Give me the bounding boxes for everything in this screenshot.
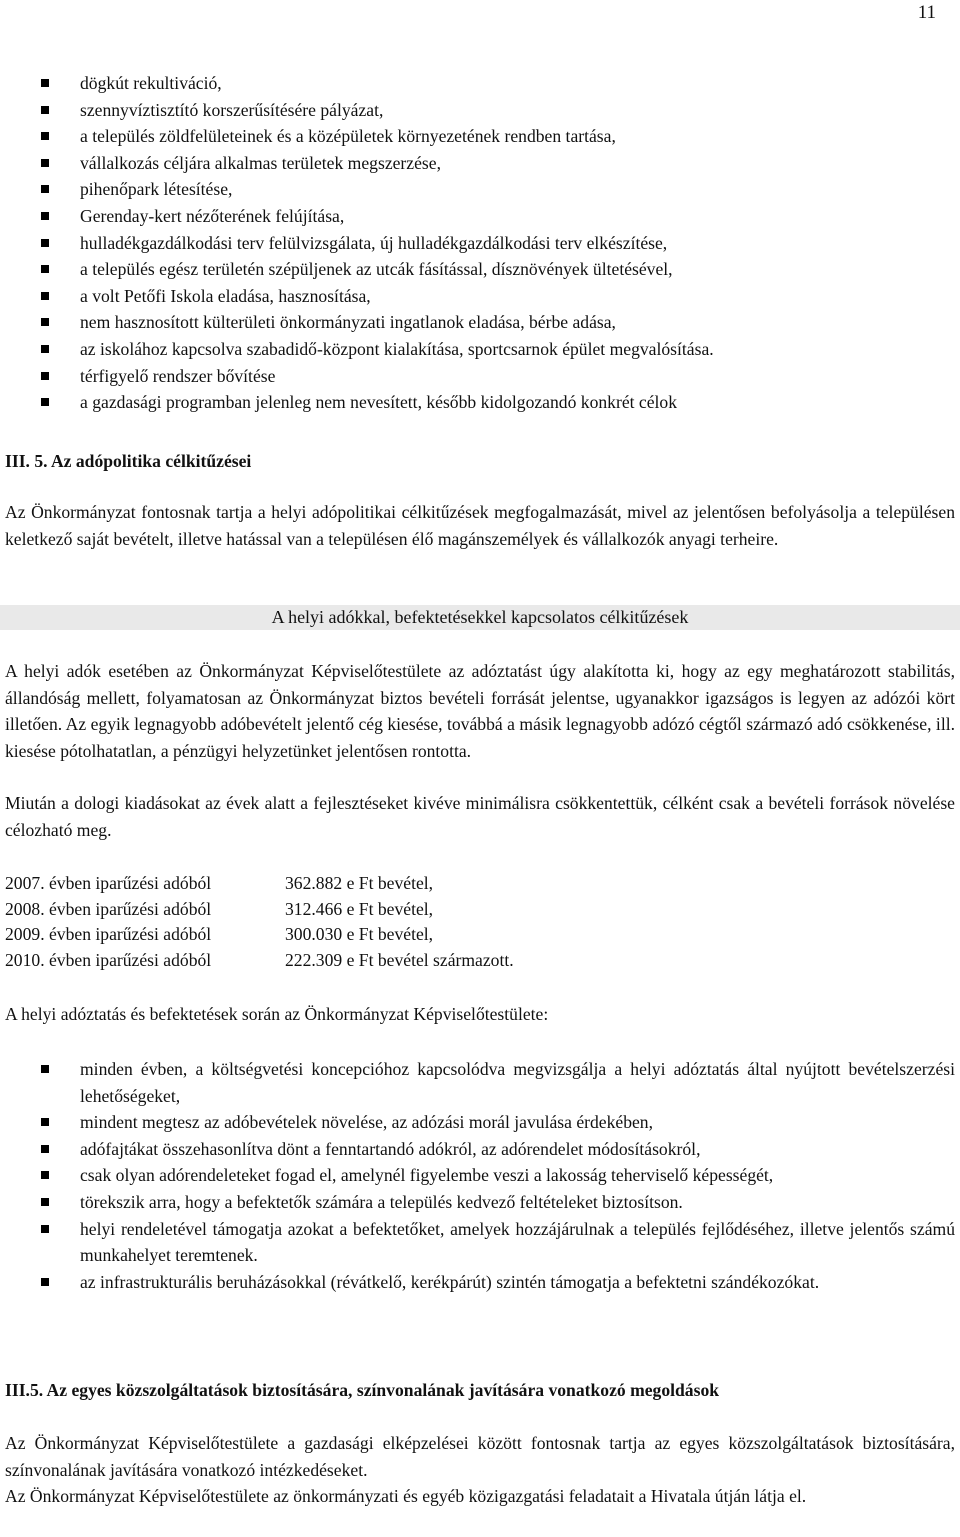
kozszolgaltatas-paragraph-1: Az Önkormányzat Képviselőtestülete a gazdasági elképzelései között fontosnak tartja az egyes közszolgáltatások biztosítására, színvonalának javítására vonatkozó intézkedéseket. [5,1433,955,1480]
tax-measure-item: adófajtákat összehasonlítva dönt a fenntartandó adókról, az adórendelet módosításokról, [0,1136,960,1163]
income-value: 222.309 e Ft bevétel származott. [285,949,514,970]
tax-measure-item: helyi rendeletével támogatja azokat a befektetőket, amelyek hozzájárulnak a település fejlődéséhez, illetve jelentős számú munkahelyet teremtenek. [0,1216,960,1269]
income-year-label: 2007. évben iparűzési adóból [5,873,212,893]
tax-measure-item: csak olyan adórendeleteket fogad el, amelynél figyelembe veszi a lakosság teherviselő képességét, [0,1162,960,1189]
development-goal-item: a település egész területén szépüljenek az utcák fásítással, dísznövények ültetésével, [0,256,960,283]
section-heading-adopolitika: III. 5. Az adópolitika célkitűzései [5,451,252,471]
development-goal-item: az iskolához kapcsolva szabadidő-központ kialakítása, sportcsarnok épület megvalósítása. [0,336,960,363]
helyi-adok-paragraph-2: Miután a dologi kiadásokat az évek alatt a fejlesztéseket kivéve minimálisra csökkentettük, célként csak a bevételi források növelése célozható meg. [5,793,955,840]
income-row [0,948,960,974]
development-goal-item: nem hasznosított külterületi önkormányzati ingatlanok eladása, bérbe adása, [0,309,960,336]
income-table [0,871,960,973]
development-goal-item: pihenőpark létesítése, [0,176,960,203]
development-goal-item: dögkút rekultiváció, [0,70,960,97]
tax-measure-item: az infrastrukturális beruházásokkal (révátkelő, kerékpárút) szintén támogatja a befektetni szándékozókat. [0,1269,960,1296]
income-year-label: 2009. évben iparűzési adóból [5,924,212,945]
development-goal-item: a volt Petőfi Iskola eladása, hasznosítása, [0,283,960,310]
income-row [0,922,960,948]
income-value: 362.882 e Ft bevétel, [285,873,434,893]
tax-measure-item: törekszik arra, hogy a befektetők számára a település kedvező feltételeket biztosítson. [0,1189,960,1216]
development-goal-item: térfigyelő rendszer bővítése [0,363,960,390]
income-row [0,871,960,897]
income-row [0,897,960,923]
income-value: 300.030 e Ft bevétel, [285,924,434,945]
helyi-adok-paragraph-1: A helyi adók esetében az Önkormányzat Képviselőtestülete az adóztatást úgy alakította ki, hogy az egy meghatározott stabilitás, állandóság mellett, folyamatosan az Önkormányzat biztos bevételi forrását jelentse, ugyanakkor igazságos is legyen az adózói kört illetően. Az egyik legnagyobb adóbevételt jelentő cég kiesése, továbbá a másik legnagyobb adózó cégtől származó adó csökkenése, ill. kiesése pótolhatatlan, a pénzügyi helyzetünket jelentősen rontotta. [5,661,955,761]
development-goal-item: hulladékgazdálkodási terv felülvizsgálata, új hulladékgazdálkodási terv elkészítése, [0,230,960,257]
tax-measure-item: minden évben, a költségvetési koncepcióhoz kapcsolódva megvizsgálja a helyi adóztatás által nyújtott bevételszerzési lehetőségeket, [0,1056,960,1109]
helyi-adok-title: A helyi adókkal, befektetésekkel kapcsolatos célkitűzések [0,605,960,630]
development-goal-item: Gerenday-kert nézőterének felújítása, [0,203,960,230]
income-year-label: 2010. évben iparűzési adóból [5,949,212,970]
helyi-adok-intro: A helyi adóztatás és befektetések során az Önkormányzat Képviselőtestülete: [5,1004,549,1024]
development-goals-list [0,70,960,416]
tax-measures-list [0,1056,960,1295]
tax-measure-item: mindent megtesz az adóbevételek növelése, az adózási morál javulása érdekében, [0,1109,960,1136]
development-goal-item: a gazdasági programban jelenleg nem nevesített, később kidolgozandó konkrét célok [0,389,960,416]
kozszolgaltatas-paragraph-2: Az Önkormányzat Képviselőtestülete az önkormányzati és egyéb közigazgatási feladatait a Hivatala útján látja el. [5,1486,807,1506]
development-goal-item: a település zöldfelületeinek és a középületek környezetének rendben tartása, [0,123,960,150]
income-year-label: 2008. évben iparűzési adóból [5,898,212,919]
income-value: 312.466 e Ft bevétel, [285,898,434,919]
development-goal-item: szennyvíztisztító korszerűsítésére pályázat, [0,97,960,124]
section-heading-kozszolgaltatas: III.5. Az egyes közszolgáltatások biztosítására, színvonalának javítására vonatkozó megoldások [5,1380,720,1400]
page-number: 11 [917,2,936,23]
adopolitika-paragraph: Az Önkormányzat fontosnak tartja a helyi adópolitikai célkitűzések megfogalmazását, mivel az jelentősen befolyásolja a településen keletkező saját bevételt, illetve hatással van a településen élő magánszemélyek és vállalkozók anyagi terheire. [5,502,955,549]
development-goal-item: vállalkozás céljára alkalmas területek megszerzése, [0,150,960,177]
